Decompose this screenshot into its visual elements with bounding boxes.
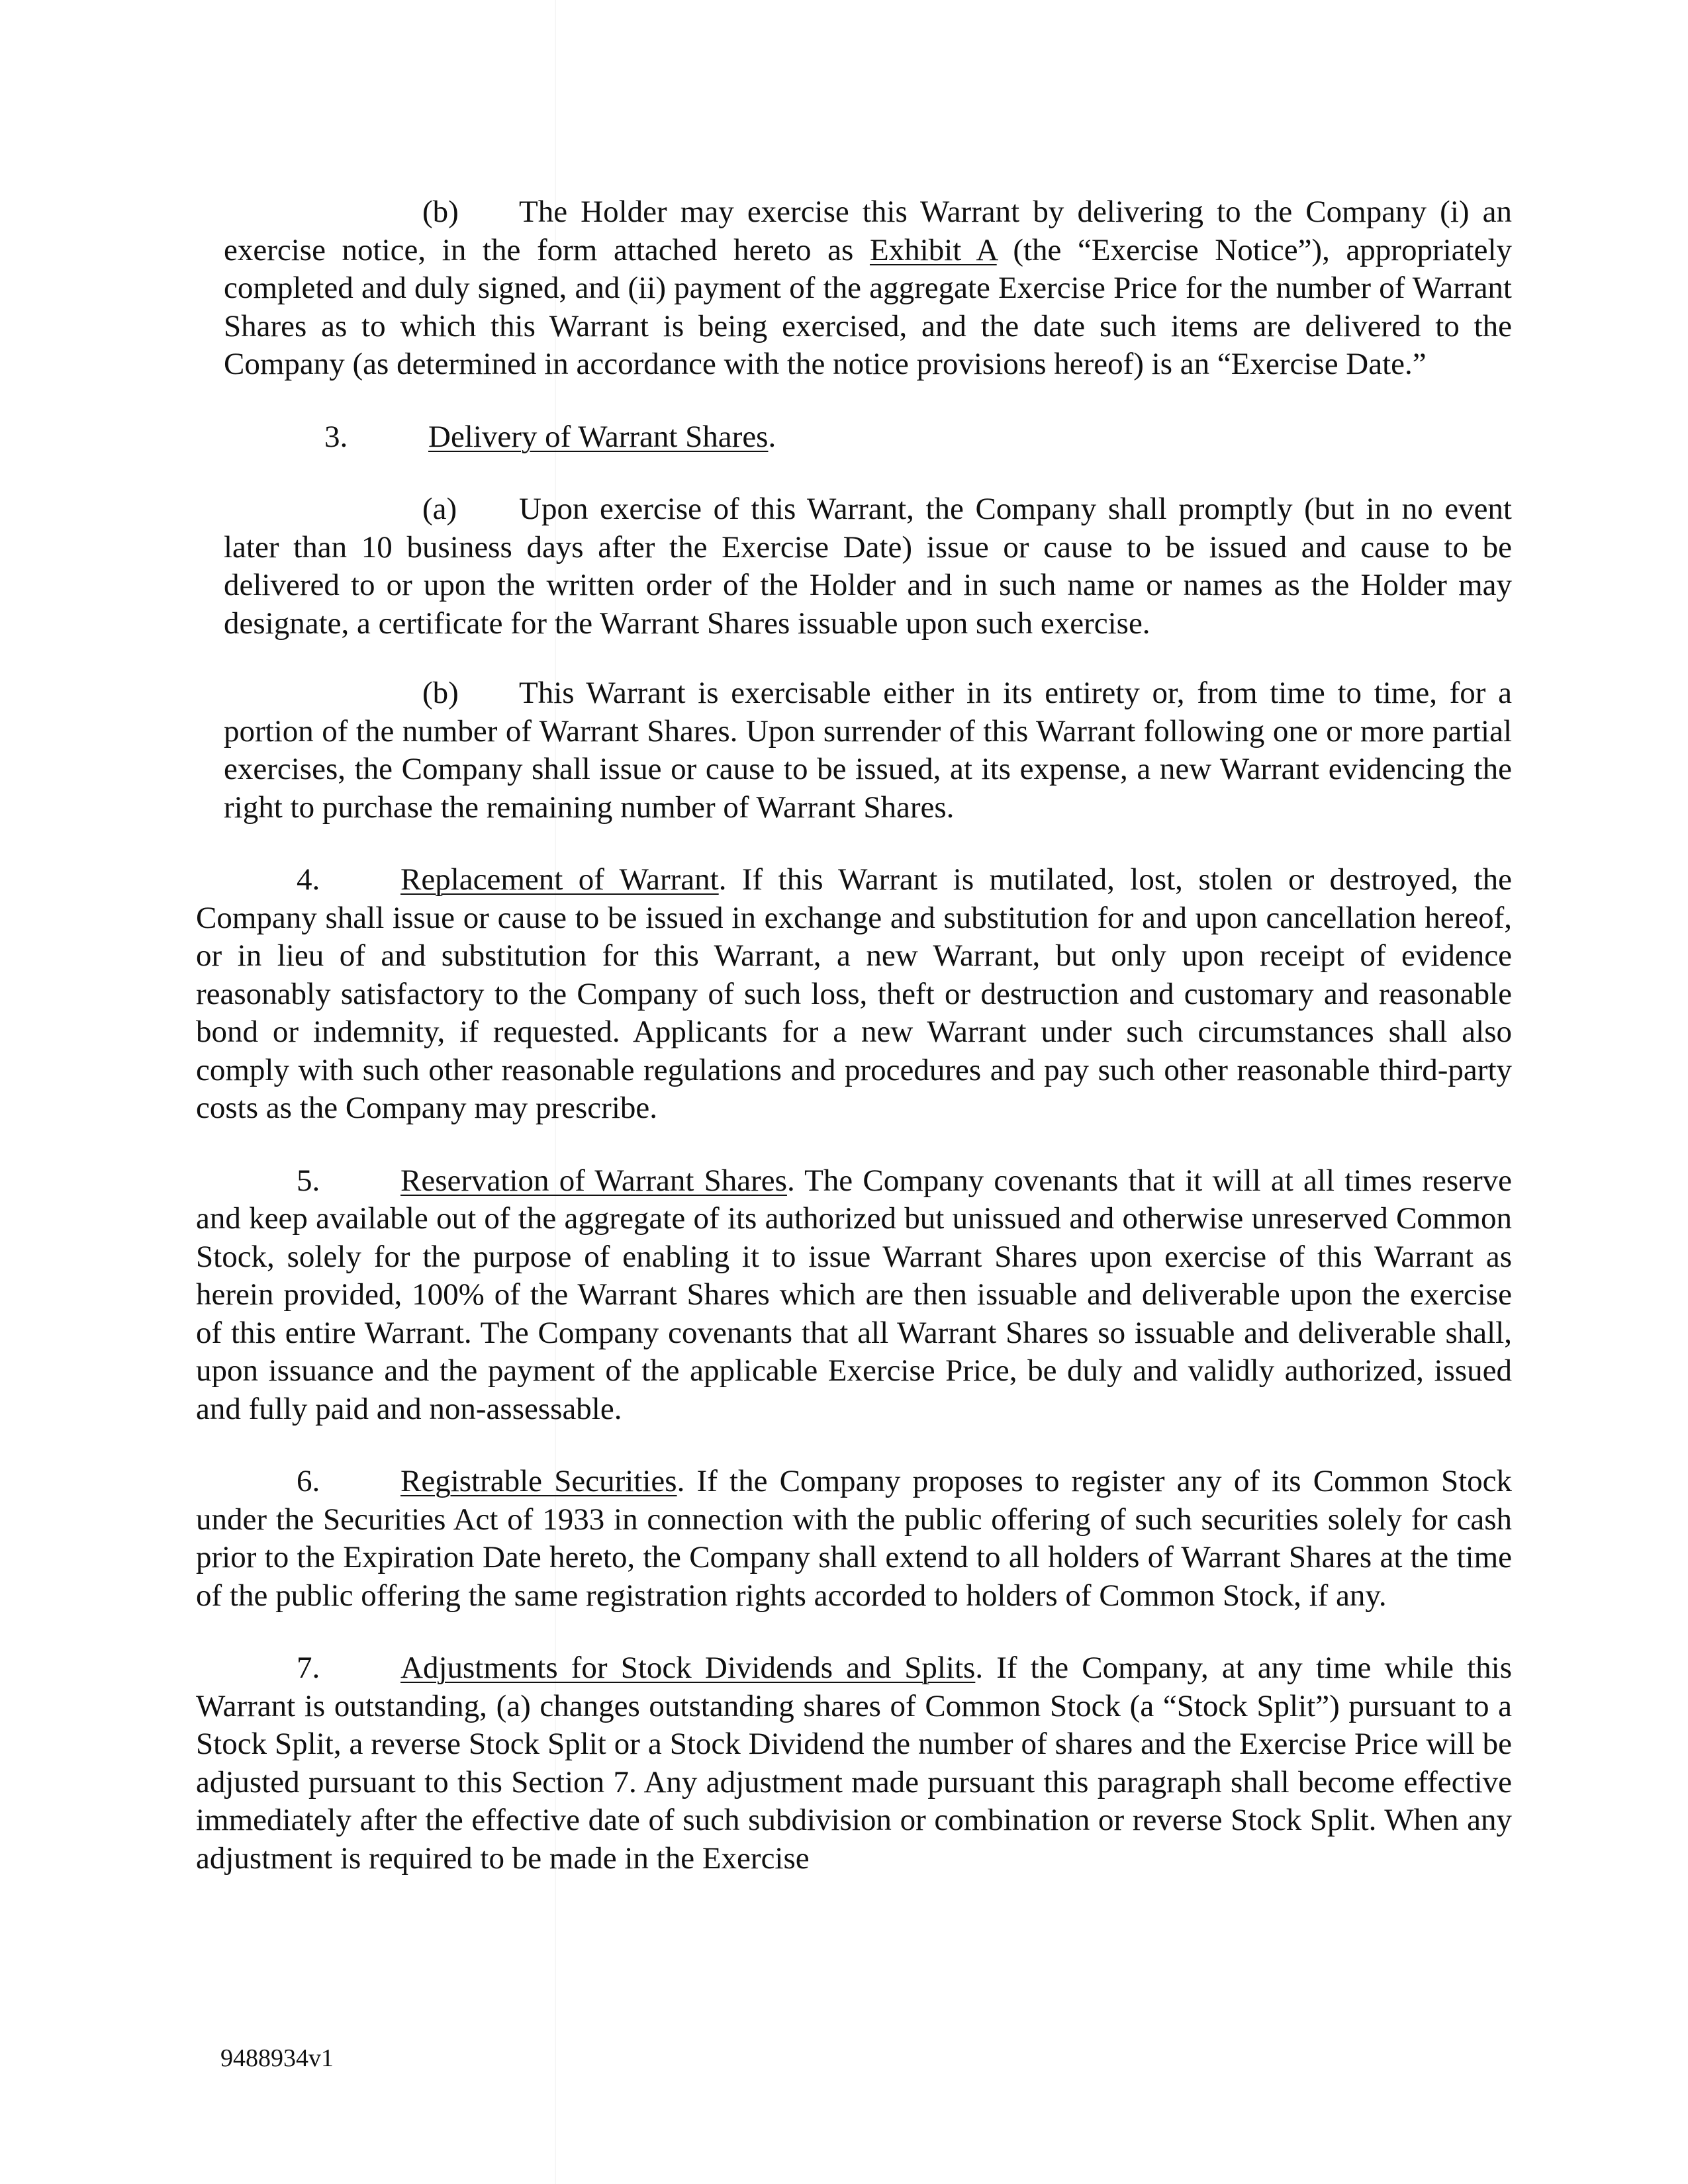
- section-heading: Adjustments for Stock Dividends and Splits: [400, 1651, 976, 1685]
- paragraph-label: (b): [422, 676, 459, 710]
- section-6: [196, 1463, 1512, 1615]
- section-heading: Reservation of Warrant Shares: [400, 1163, 787, 1198]
- paragraph-3b: [196, 674, 1512, 827]
- section-number: 7.: [297, 1651, 320, 1685]
- section-text: . If the Company, at any time while this Warrant is outstanding, (a) changes outstanding shares of Common Stock (a “Stock Split”) pursuant to a Stock Split, a reverse Stock Split or a Stock Dividend the number of shares and the Exercise Price will be adjusted pursuant to this Section 7. Any adjustment made pursuant this paragraph shall become effective immediately after the effective date of such subdivision or combination or reverse Stock Split. When any adjustment is required to be made in the Exercise: [196, 1651, 1513, 1876]
- section-4: [196, 861, 1512, 1128]
- paragraph-3a: [196, 490, 1512, 643]
- paragraph-text: (the “Exercise Notice”), appropriately completed and duly signed, and (ii) payment of the aggregate Exercise Price for the number of Warrant Shares as to which this Warrant is being exercised, and the date such items are delivered to the Company (as determined in accordance with the notice provisions hereof) is an “Exercise Date.”: [224, 232, 1513, 381]
- paragraph-label: (b): [422, 195, 459, 229]
- section-7: [196, 1649, 1512, 1878]
- paragraph-text: Upon exercise of this Warrant, the Company shall promptly (but in no event later than 10 business days after the Exercise Date) issue or cause to be issued and cause to be delivered to or upon the written order of the Holder and in such name or names as the Holder may designate, a certificate for the Warrant Shares issuable upon such exercise.: [224, 492, 1512, 641]
- paragraph-label: (a): [422, 492, 457, 526]
- paragraph-text: This Warrant is exercisable either in its entirety or, from time to time, for a portion of the number of Warrant Shares. Upon surrender of this Warrant following one or more partial exercises, the Company shall issue or cause to be issued, at its expense, a new Warrant evidencing the right to purchase the remaining number of Warrant Shares.: [224, 676, 1512, 825]
- section-heading: Delivery of Warrant Shares: [428, 419, 769, 454]
- section-number: 3.: [324, 419, 348, 454]
- section-heading: Registrable Securities: [400, 1464, 677, 1498]
- paragraph-text: The Holder may exercise this Warrant by delivering to the Company (i) an exercise notice, in the form attached hereto as: [224, 195, 1512, 267]
- section-text: . If the Company proposes to register any of its Common Stock under the Securities Act of 1933 in connection with the public offering of such securities solely for cash prior to the Expiration Date hereto, the Company shall extend to all holders of Warrant Shares at the time of the public offering the same registration rights accorded to holders of Common Stock, if any.: [196, 1464, 1513, 1613]
- section-number: 5.: [297, 1163, 320, 1198]
- section-5: [196, 1162, 1512, 1429]
- section-text: . The Company covenants that it will at all times reserve and keep available out of the aggregate of its authorized but unissued and otherwise unreserved Common Stock, solely for the purpose of enabling it to issue Warrant Shares upon exercise of this Warrant as herein provided, 100% of the Warrant Shares which are then issuable and deliverable upon the exercise of this entire Warrant. The Company covenants that all Warrant Shares so issuable and deliverable shall, upon issuance and the payment of the applicable Exercise Price, be duly and validly authorized, issued and fully paid and non-assessable.: [196, 1163, 1512, 1426]
- document-id-footer: 9488934v1: [220, 2044, 334, 2072]
- document-page: [196, 193, 1512, 1878]
- section-number: 6.: [297, 1464, 320, 1498]
- paragraph-2b: [196, 193, 1512, 384]
- heading-period: .: [768, 419, 776, 454]
- exhibit-a-reference: Exhibit A: [869, 232, 997, 267]
- section-heading: Replacement of Warrant: [400, 862, 719, 897]
- section-text: . If this Warrant is mutilated, lost, stolen or destroyed, the Company shall issue or cause to be issued in exchange and substitution for and upon cancellation hereof, or in lieu of and substitution for this Warrant, a new Warrant, but only upon receipt of evidence reasonably satisfactory to the Company of such loss, theft or destruction and customary and reasonable bond or indemnity, if requested. Applicants for a new Warrant under such circumstances shall also comply with such other reasonable regulations and procedures and pay such other reasonable third-party costs as the Company may prescribe.: [196, 862, 1512, 1125]
- section-3-heading: [196, 418, 1512, 457]
- section-number: 4.: [297, 862, 320, 897]
